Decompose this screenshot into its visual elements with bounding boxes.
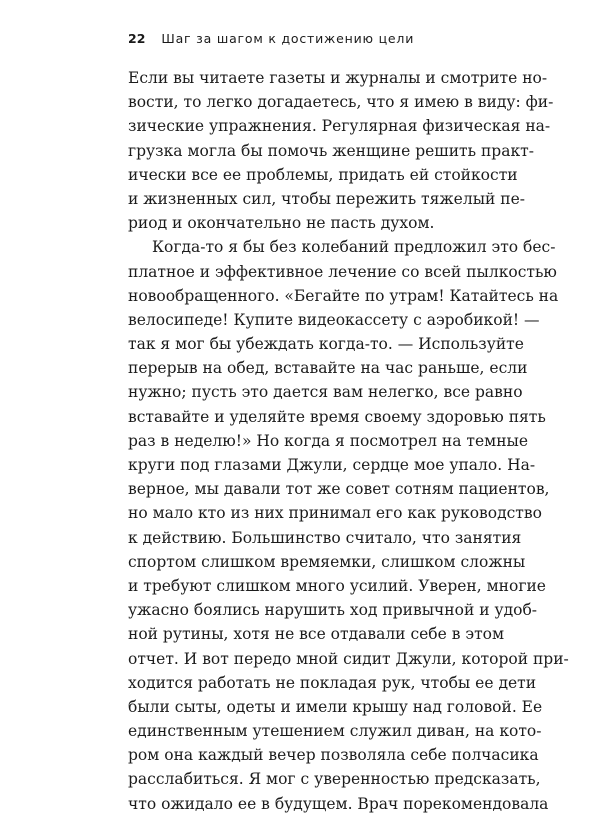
text-line: к действию. Большинство считало, что занятия xyxy=(128,528,522,547)
page-number: 22 xyxy=(128,31,146,46)
text-line: перерыв на обед, вставайте на час раньше, если xyxy=(128,359,528,378)
text-line: ически все ее проблемы, придать ей стойкости xyxy=(128,165,518,184)
paragraph-2 xyxy=(128,235,569,816)
text-line: вости, то легко догадаетесь, что я имею в виду: фи- xyxy=(128,93,554,112)
text-line: расслабиться. Я мог с уверенностью предсказать, xyxy=(128,770,541,789)
text-line: ужасно боялись нарушить ход привычной и удоб- xyxy=(128,601,538,620)
text-line: верное, мы давали тот же совет сотням пациентов, xyxy=(128,480,550,499)
text-line: платное и эффективное лечение со всей пылкостью xyxy=(128,262,557,281)
text-line: риод и окончательно не пасть духом. xyxy=(128,214,435,233)
text-line: но мало кто из них принимал его как руководство xyxy=(128,504,542,523)
text-line: грузка могла бы помочь женщине решить практ- xyxy=(128,141,534,160)
text-line: раз в неделю!» Но когда я посмотрел на темные xyxy=(128,431,529,450)
text-line: новообращенного. «Бегайте по утрам! Катайтесь на xyxy=(128,286,559,305)
text-line: круги под глазами Джули, сердце мое упало. На- xyxy=(128,456,536,474)
text-line: и жизненных сил, чтобы пережить тяжелый пе- xyxy=(128,189,526,208)
text-line: ром она каждый вечер позволяла себе полчасика xyxy=(128,746,539,765)
text-line: что ожидало ее в будущем. Врач порекомендовала xyxy=(128,794,549,813)
text-line: ходится работать не покладая рук, чтобы ее дети xyxy=(128,673,537,692)
text-line: Когда-то я бы без колебаний предложил это бес- xyxy=(152,238,556,257)
text-line: спортом слишком времяемки, слишком сложны xyxy=(128,552,526,571)
running-title: Шаг за шагом к достижению цели xyxy=(161,31,415,46)
paragraph-1 xyxy=(128,66,554,235)
text-line: единственным утешением служил диван, на кото- xyxy=(128,722,542,741)
text-line: так я мог бы убеждать когда-то. — Используйте xyxy=(128,335,524,354)
text-line: и требуют слишком много усилий. Уверен, многие xyxy=(128,576,546,595)
text-line: вставайте и уделяйте время своему здоровью пять xyxy=(128,407,546,426)
text-line: отчет. И вот передо мной сидит Джули, которой при- xyxy=(128,649,569,668)
text-line: велосипеде! Купите видеокассету с аэробикой! — xyxy=(128,310,540,329)
text-line: Если вы читаете газеты и журналы и смотрите но- xyxy=(128,69,548,87)
running-header xyxy=(128,31,414,49)
body-text xyxy=(128,66,569,816)
text-line: нужно; пусть это дается вам нелегко, все равно xyxy=(128,383,523,402)
text-line: зические упражнения. Регулярная физическая на- xyxy=(128,117,551,136)
text-line: были сыты, одеты и имели крышу над головой. Ее xyxy=(128,697,543,716)
text-line: ной рутины, хотя не все отдавали себе в этом xyxy=(128,625,505,644)
